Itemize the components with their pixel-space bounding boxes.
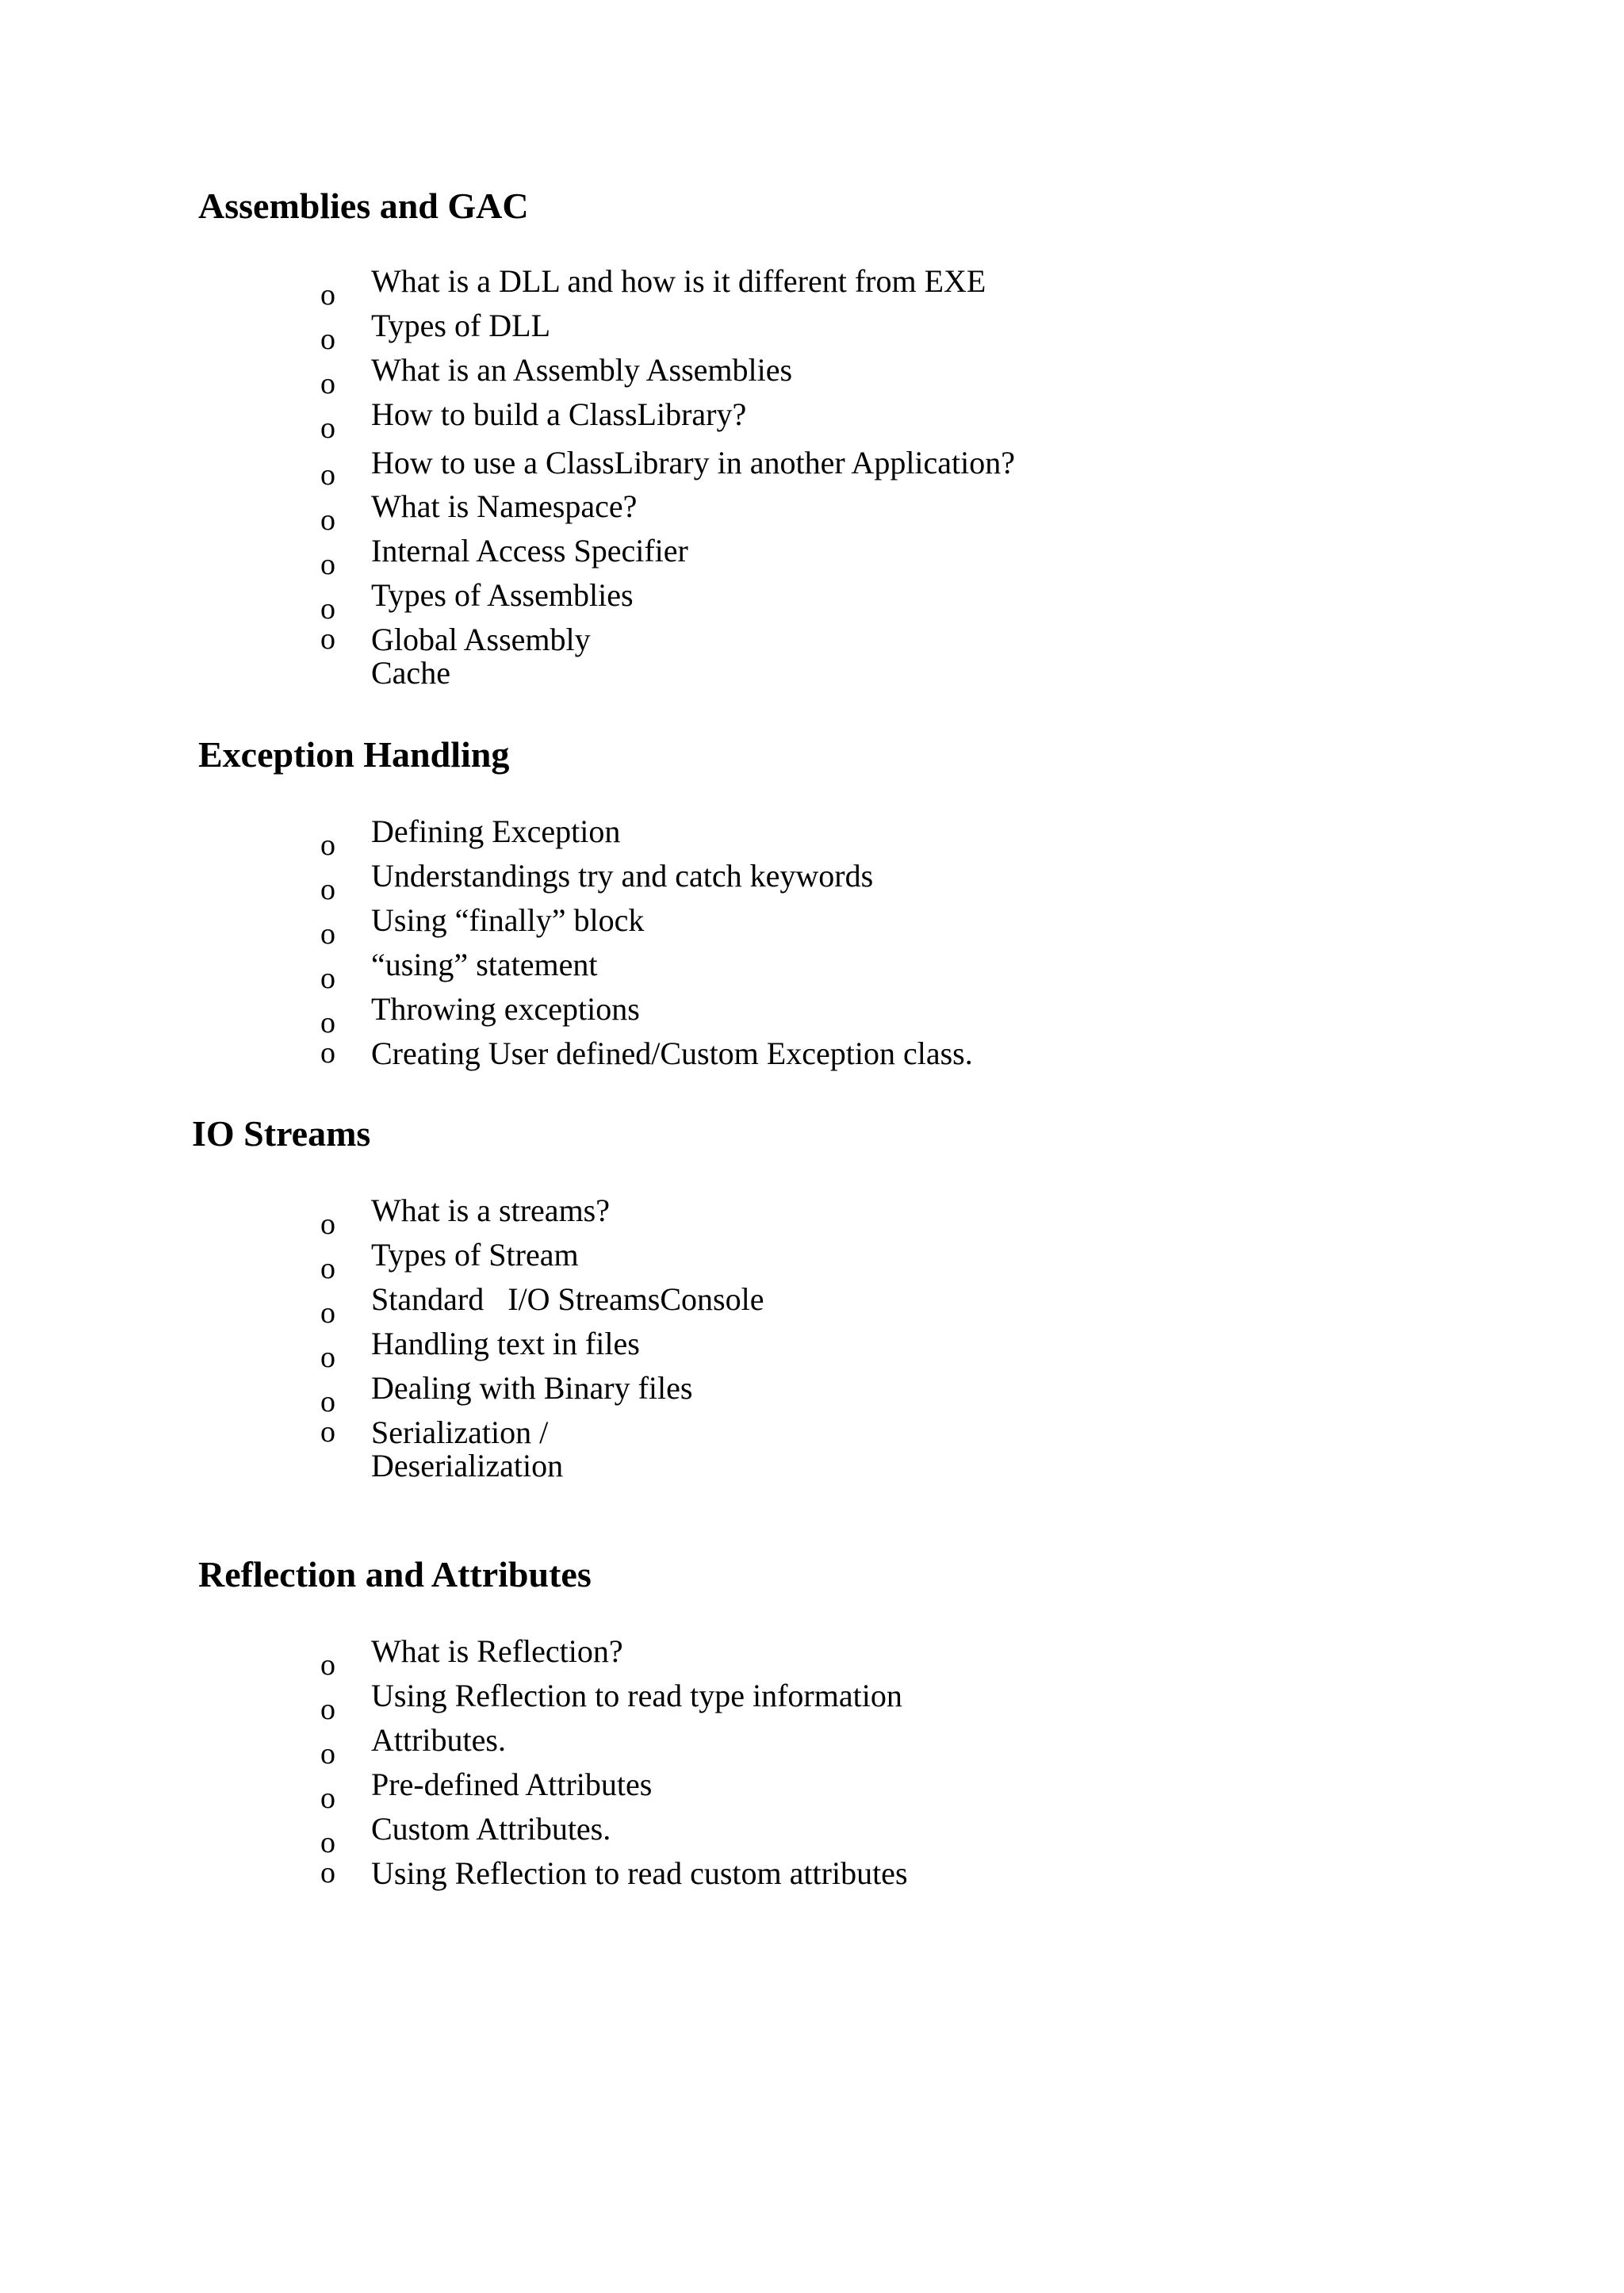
bullet-circle-icon: o bbox=[320, 412, 335, 445]
bullet-circle-icon: o bbox=[320, 1296, 335, 1330]
bullet-circle-icon: o bbox=[320, 917, 335, 951]
bullet-circle-icon: o bbox=[320, 622, 335, 656]
bullet-circle-icon: o bbox=[320, 1036, 335, 1070]
list-item-text: How to use a ClassLibrary in another Application? bbox=[371, 445, 1016, 480]
list-item-text: How to build a ClassLibrary? bbox=[371, 396, 747, 432]
list-item-text: Throwing exceptions bbox=[371, 991, 640, 1027]
list-item-text: Types of Assemblies bbox=[371, 577, 634, 613]
list-item-text: Defining Exception bbox=[371, 813, 621, 849]
bullet-circle-icon: o bbox=[320, 1252, 335, 1285]
bullet-circle-icon: o bbox=[320, 592, 335, 626]
list-item-text: What is a streams? bbox=[371, 1192, 610, 1228]
list-item-text: Handling text in files bbox=[371, 1326, 640, 1361]
list-item-text: What is an Assembly Assemblies bbox=[371, 352, 793, 388]
bullet-circle-icon: o bbox=[320, 503, 335, 537]
list-item-text: Creating User defined/Custom Exception class. bbox=[371, 1035, 973, 1071]
bullet-circle-icon: o bbox=[320, 1208, 335, 1241]
list-item-text: Types of DLL bbox=[371, 308, 551, 343]
section-heading: Assemblies and GAC bbox=[198, 186, 529, 226]
list-item-text: Global Assembly Cache bbox=[371, 622, 591, 691]
list-item-text: What is a DLL and how is it different from EXE bbox=[371, 263, 986, 299]
bullet-circle-icon: o bbox=[320, 1737, 335, 1770]
bullet-circle-icon: o bbox=[320, 1385, 335, 1418]
list-item-text: Understandings try and catch keywords bbox=[371, 858, 874, 894]
list-item-text: Attributes. bbox=[371, 1722, 506, 1758]
list-item-text: Internal Access Specifier bbox=[371, 533, 688, 568]
bullet-circle-icon: o bbox=[320, 1415, 335, 1449]
list-item-text: Dealing with Binary files bbox=[371, 1370, 693, 1406]
list-item-text: What is Namespace? bbox=[371, 488, 638, 524]
section-heading: Reflection and Attributes bbox=[198, 1554, 592, 1594]
bullet-circle-icon: o bbox=[320, 1341, 335, 1374]
list-item-text: Serialization / Deserialization bbox=[371, 1414, 564, 1483]
bullet-circle-icon: o bbox=[320, 962, 335, 995]
bullet-circle-icon: o bbox=[320, 1006, 335, 1039]
list-item-text: What is Reflection? bbox=[371, 1633, 623, 1669]
bullet-circle-icon: o bbox=[320, 323, 335, 356]
bullet-circle-icon: o bbox=[320, 548, 335, 581]
bullet-circle-icon: o bbox=[320, 1826, 335, 1859]
bullet-circle-icon: o bbox=[320, 873, 335, 906]
section-heading: IO Streams bbox=[192, 1113, 371, 1154]
bullet-circle-icon: o bbox=[320, 458, 335, 492]
list-item-text: Standard I/O StreamsConsole bbox=[371, 1281, 764, 1317]
bullet-circle-icon: o bbox=[320, 1856, 335, 1889]
section-heading: Exception Handling bbox=[198, 734, 510, 775]
list-item-text: Custom Attributes. bbox=[371, 1811, 611, 1847]
list-item-text: Pre-defined Attributes bbox=[371, 1767, 653, 1802]
bullet-circle-icon: o bbox=[320, 1693, 335, 1726]
bullet-circle-icon: o bbox=[320, 1782, 335, 1815]
list-item-text: Types of Stream bbox=[371, 1237, 579, 1273]
list-item-text: Using Reflection to read custom attributes bbox=[371, 1855, 908, 1891]
bullet-circle-icon: o bbox=[320, 278, 335, 312]
list-item-text: Using “finally” block bbox=[371, 902, 645, 938]
bullet-circle-icon: o bbox=[320, 829, 335, 862]
bullet-circle-icon: o bbox=[320, 1648, 335, 1682]
bullet-circle-icon: o bbox=[320, 367, 335, 400]
list-item-text: Using Reflection to read type information bbox=[371, 1678, 902, 1713]
list-item-text: “using” statement bbox=[371, 947, 598, 982]
